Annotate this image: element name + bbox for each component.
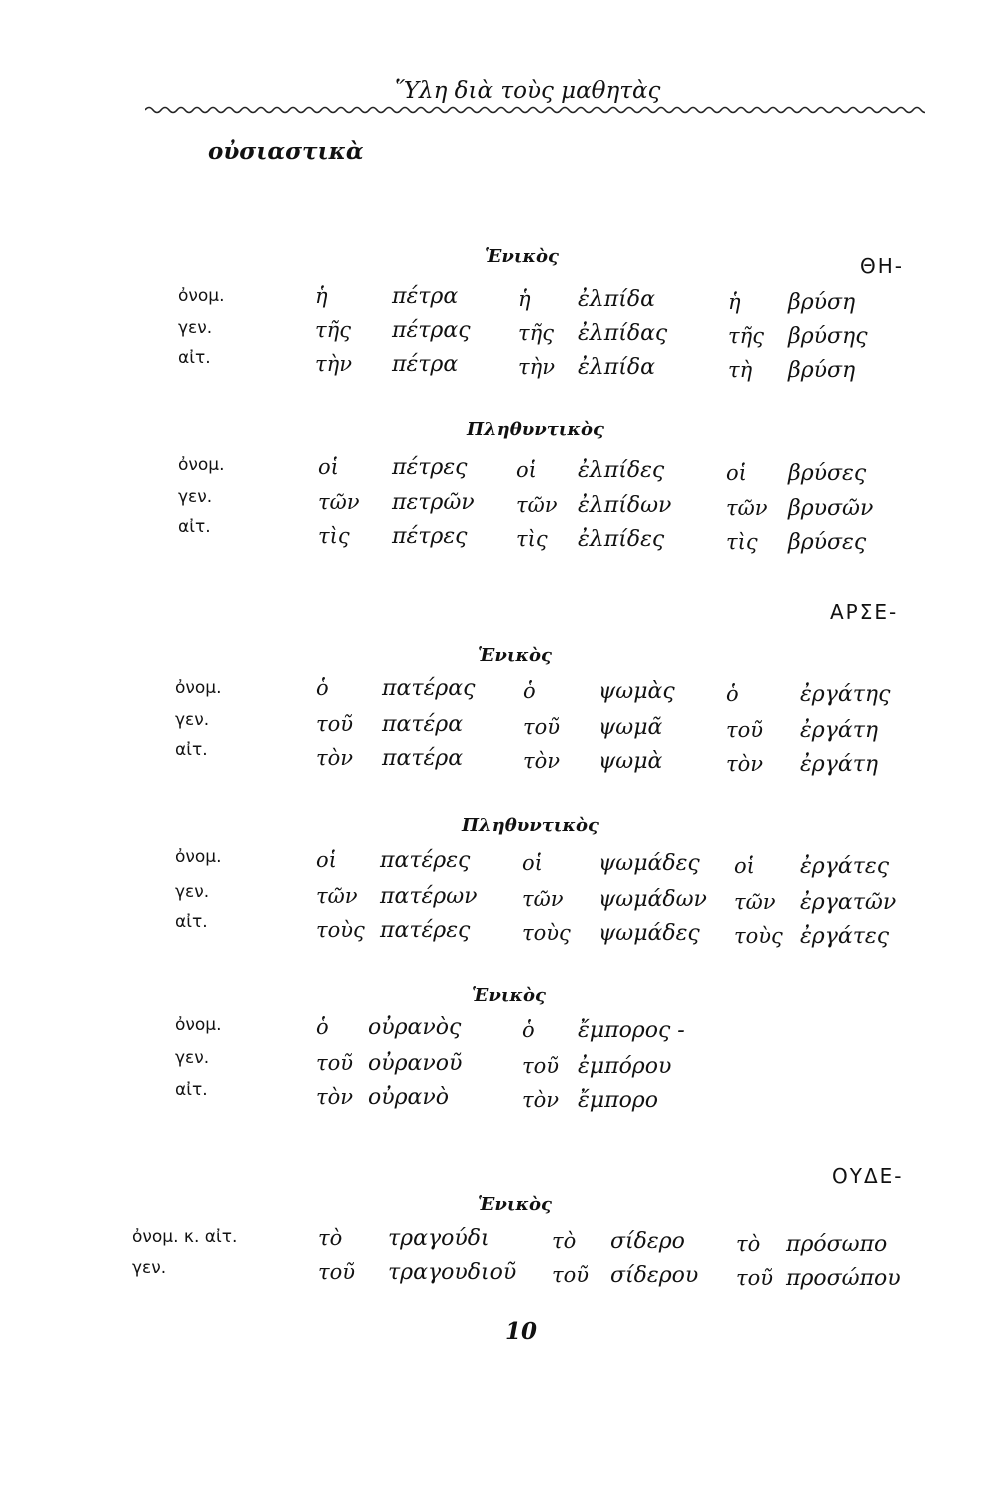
noun-form: βρύση (788, 358, 856, 383)
noun-form: ἐργάτης (800, 682, 891, 707)
noun-form: πατέρα (382, 712, 464, 737)
neuter-gender-label: ΟΥΔΕ- (832, 1164, 904, 1188)
case-label-gen: γεν. (178, 318, 213, 338)
article: τὸν (316, 1085, 354, 1109)
feminine-singular-heading: Ἑνικὸς (485, 246, 560, 267)
noun-form: πατέρας (382, 676, 476, 701)
article: ὁ (726, 682, 739, 706)
article: τὶς (516, 527, 548, 551)
article: τοῦ (523, 715, 561, 739)
noun-form: οὐρανοῦ (368, 1051, 463, 1076)
article: οἱ (516, 458, 537, 482)
article: τὸν (316, 746, 354, 770)
noun-form: πέτρα (392, 284, 459, 309)
noun-form: πατέρων (380, 884, 478, 909)
article: τοὺς (316, 918, 365, 942)
article: ὁ (316, 676, 329, 700)
noun-form: πρόσωπο (786, 1232, 888, 1257)
article: τοῦ (316, 1051, 354, 1075)
page-number: 10 (505, 1318, 538, 1345)
article: τοῦ (316, 712, 354, 736)
article: τῶν (522, 887, 564, 911)
masculine-singular-heading: Ἑνικὸς (478, 645, 553, 666)
article: οἱ (734, 854, 755, 878)
case-label-acc: αἰτ. (175, 740, 208, 760)
article: ὁ (523, 679, 536, 703)
article: τὸν (522, 1088, 560, 1112)
case-label-nom: ὀνομ. (178, 286, 225, 306)
case-label-gen: γεν. (175, 1048, 210, 1068)
noun-form: ψωμᾶ (598, 715, 663, 740)
noun-form: ἐργάτες (800, 854, 890, 879)
page-header: Ὕλη διὰ τοὺς μαθητὰς (395, 78, 661, 104)
noun-form: πατέρα (382, 746, 464, 771)
article: τοῦ (552, 1263, 590, 1287)
case-label-acc: αἰτ. (175, 1080, 208, 1100)
noun-form: ἐλπίδες (578, 458, 665, 483)
article: τοῦ (318, 1260, 356, 1284)
noun-form: ἔμπορος - (578, 1018, 685, 1043)
article: ἡ (315, 284, 328, 308)
section-title: οὐσιαστικὰ (208, 138, 364, 165)
noun-form: ἐλπίδες (578, 527, 665, 552)
noun-form: ἐλπίδων (578, 493, 672, 518)
noun-form: ἔμπορο (578, 1088, 658, 1113)
noun-form: ψωμὰς (598, 679, 675, 704)
noun-form: βρύσης (788, 324, 868, 349)
noun-form: βρυσῶν (788, 496, 874, 521)
case-label-acc: αἰτ. (178, 348, 211, 368)
noun-form: πέτρες (392, 455, 468, 480)
article: τῶν (516, 493, 558, 517)
noun-form: τραγουδιοῦ (388, 1260, 517, 1285)
case-label-nom: ὀνομ. (178, 455, 225, 475)
noun-form: πατέρες (380, 848, 471, 873)
case-label-nom: ὀνομ. (175, 847, 222, 867)
noun-form: πέτρα (392, 352, 459, 377)
case-label-gen: γεν. (175, 882, 210, 902)
noun-form: ψωμάδων (598, 887, 707, 912)
noun-form: πατέρες (380, 918, 471, 943)
case-label-nom: ὀνομ. (175, 1015, 222, 1035)
noun-form: πετρῶν (392, 490, 475, 515)
article: τοὺς (734, 924, 783, 948)
article: τὴν (518, 355, 555, 379)
case-label-gen: γεν. (132, 1258, 167, 1278)
wavy-divider (145, 103, 925, 117)
article: τὴ (728, 358, 753, 382)
article: τῆς (315, 318, 351, 342)
noun-form: ἐμπόρου (578, 1054, 672, 1079)
case-label-acc: αἰτ. (178, 517, 211, 537)
masculine-gender-label: ΑΡΣΕ- (830, 600, 899, 624)
article: τῶν (726, 496, 768, 520)
noun-form: βρύση (788, 290, 856, 315)
noun-form: οὐρανὸς (368, 1015, 462, 1040)
article: οἱ (318, 455, 339, 479)
noun-form: οὐρανὸ (368, 1085, 450, 1110)
feminine-plural-heading: Πληθυντικὸς (467, 419, 604, 440)
noun-form: σίδερου (610, 1263, 699, 1288)
noun-form: ἐλπίδα (578, 355, 655, 380)
noun-form: ἐργάτη (800, 718, 879, 743)
masculine-plural-heading: Πληθυντικὸς (462, 815, 599, 836)
article: τῆς (518, 321, 554, 345)
article: τοῦ (522, 1054, 560, 1078)
article: τὸ (318, 1226, 343, 1250)
case-label-acc: αἰτ. (175, 912, 208, 932)
article: τῆς (728, 324, 764, 348)
case-label-nom: ὀνομ. (175, 678, 222, 698)
article: οἱ (316, 848, 337, 872)
article: τὶς (726, 530, 758, 554)
masculine-singular-heading-2: Ἑνικὸς (472, 985, 547, 1006)
article: τὸν (726, 752, 764, 776)
noun-form: πέτρες (392, 524, 468, 549)
article: ὁ (522, 1018, 535, 1042)
noun-form: ἐργατῶν (800, 890, 897, 915)
noun-form: ἐλπίδας (578, 321, 668, 346)
noun-form: πέτρας (392, 318, 471, 343)
article: τοῦ (726, 718, 764, 742)
noun-form: ψωμάδες (598, 921, 700, 946)
article: τοὺς (522, 921, 571, 945)
noun-form: βρύσες (788, 461, 867, 486)
noun-form: τραγούδι (388, 1226, 490, 1251)
case-label-gen: γεν. (178, 487, 213, 507)
noun-form: σίδερο (610, 1229, 685, 1254)
article: τὶς (318, 524, 350, 548)
article: ἡ (518, 287, 531, 311)
noun-form: ἐλπίδα (578, 287, 655, 312)
article: τοῦ (736, 1266, 774, 1290)
article: τῶν (734, 890, 776, 914)
case-label-gen: γεν. (175, 710, 210, 730)
case-label-nom-acc: ὀνομ. κ. αἰτ. (132, 1227, 238, 1247)
article: τὸ (552, 1229, 577, 1253)
noun-form: ψωμάδες (598, 851, 700, 876)
noun-form: προσώπου (786, 1266, 901, 1291)
noun-form: ψωμὰ (598, 749, 663, 774)
article: τῶν (316, 884, 358, 908)
feminine-gender-label: ΘΗ- (860, 254, 904, 278)
noun-form: ἐργάτες (800, 924, 890, 949)
noun-form: ἐργάτη (800, 752, 879, 777)
article: τῶν (318, 490, 360, 514)
article: τὸν (523, 749, 561, 773)
article: οἱ (726, 461, 747, 485)
noun-form: βρύσες (788, 530, 867, 555)
article: οἱ (522, 851, 543, 875)
neuter-singular-heading: Ἑνικὸς (478, 1194, 553, 1215)
article: ὁ (316, 1015, 329, 1039)
article: τὴν (315, 352, 352, 376)
article: ἡ (728, 290, 741, 314)
article: τὸ (736, 1232, 761, 1256)
